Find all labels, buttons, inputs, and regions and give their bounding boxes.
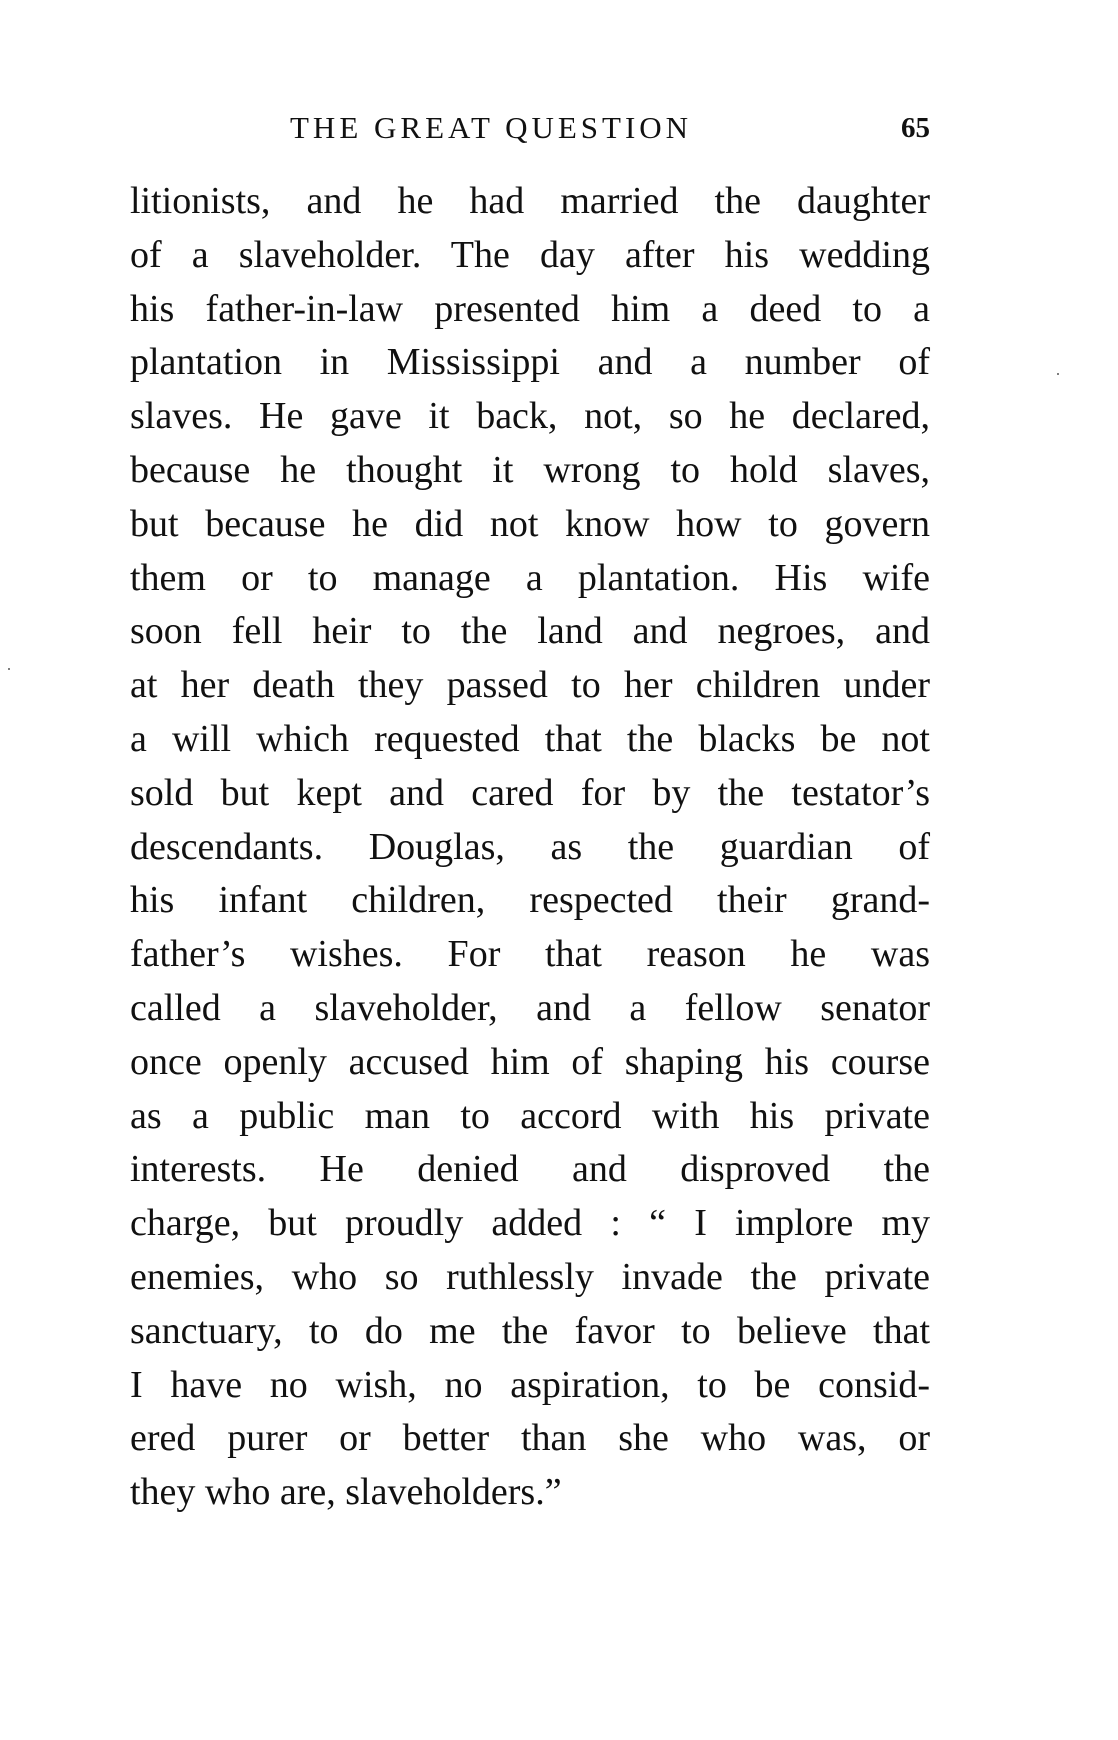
text-line: as a public man to accord with his private [130,1094,930,1137]
text-line: sold but kept and cared for by the testator’s [130,771,930,814]
text-line: because he thought it wrong to hold slaves, [130,448,930,491]
running-title: THE GREAT QUESTION [290,110,693,145]
text-line: interests. He denied and disproved the [130,1148,930,1191]
text-line: his infant children, respected their grand- [130,879,930,922]
text-line: litionists, and he had married the daughter [130,180,930,222]
running-head [130,108,930,148]
text-line: descendants. Douglas, as the guardian of [130,825,930,868]
scan-speck [8,668,10,670]
text-line: father’s wishes. For that reason he was [130,933,930,976]
text-line: I have no wish, no aspiration, to be consid- [130,1363,930,1406]
text-line: charge, but proudly added : “ I implore my [130,1202,930,1245]
text-line: plantation in Mississippi and a number of [130,341,930,384]
text-line: but because he did not know how to govern [130,502,930,545]
text-line: of a slaveholder. The day after his wedding [130,233,930,276]
text-line: his father-in-law presented him a deed to a [130,287,930,330]
text-line: ered purer or better than she who was, or [130,1417,930,1460]
text-line-last: they who are, slaveholders.” [130,1471,562,1514]
text-line: a will which requested that the blacks be not [130,717,930,760]
text-line: enemies, who so ruthlessly invade the private [130,1255,930,1298]
text-line: slaves. He gave it back, not, so he declared, [130,395,930,438]
text-line: called a slaveholder, and a fellow senator [130,986,930,1029]
text-line: once openly accused him of shaping his course [130,1040,930,1083]
text-line: sanctuary, to do me the favor to believe that [130,1309,930,1352]
scan-speck [1057,373,1059,375]
page-number: 65 [901,112,930,144]
text-line: at her death they passed to her children under [130,664,930,707]
text-line: them or to manage a plantation. His wife [130,556,930,599]
body-text [130,175,930,1520]
text-line: soon fell heir to the land and negroes, and [130,610,930,653]
